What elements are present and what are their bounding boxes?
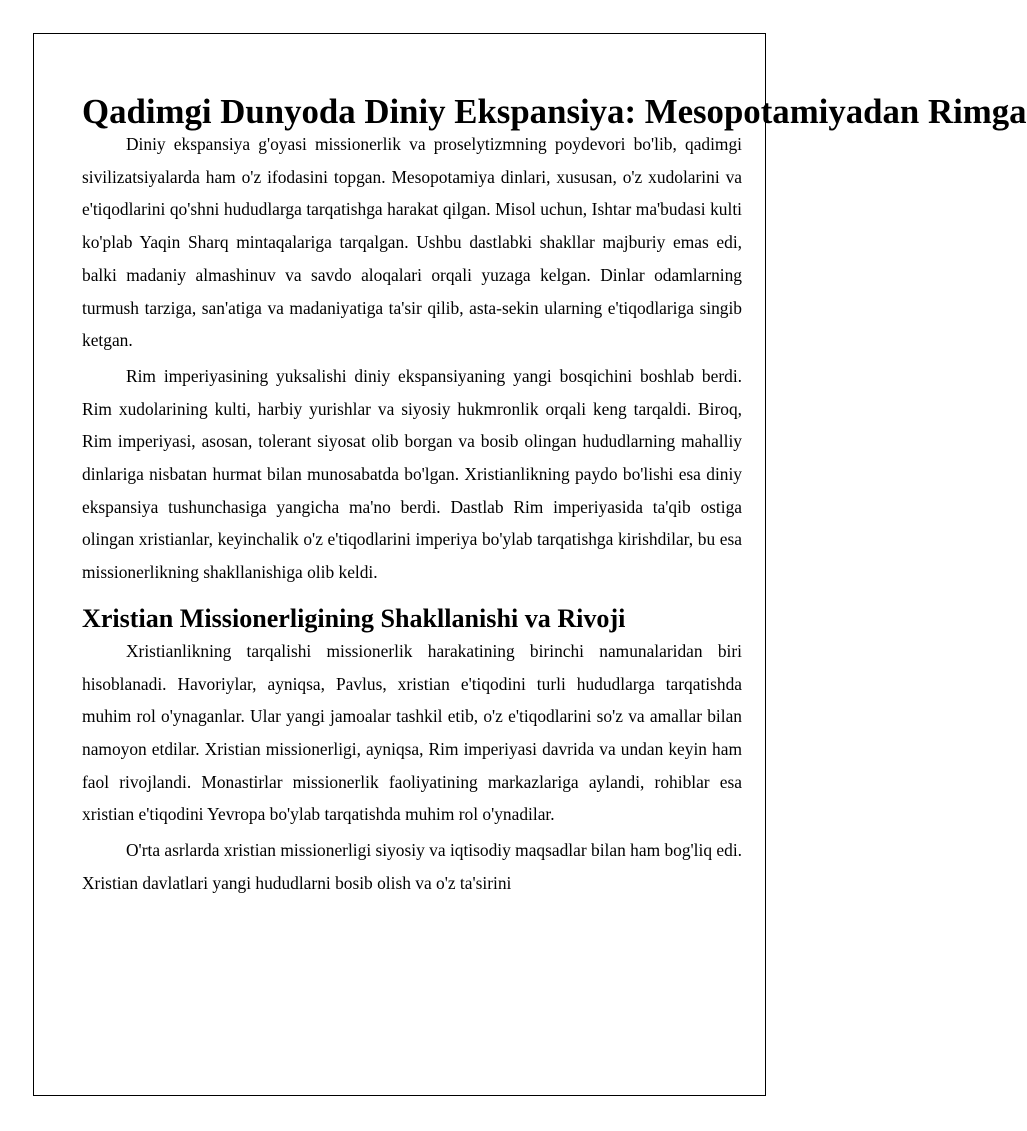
section-heading: Qadimgi Dunyoda Diniy Ekspansiya: Mesopotamiyadan Rimga [82, 92, 1027, 131]
paragraph: O'rta asrlarda xristian missionerligi siyosiy va iqtisodiy maqsadlar bilan ham bog'liq edi. Xristian davlatlari yangi hududlarni bosib olish va o'z ta'sirini [82, 840, 742, 893]
paragraph: Diniy ekspansiya g'oyasi missionerlik va proselytizmning poydevori bo'lib, qadimgi sivilizatsiyalarda ham o'z ifodasini topgan. Mesopotamiya dinlari, xususan, o'z xudolarini va e'tiqodlarini qo'shni hududlarga tarqatishga harakat qilgan. Misol uchun, Ishtar ma'budasi kulti ko'plab Yaqin Sharq mintaqalariga tarqalgan. Ushbu dastlabki shakllar majburiy emas edi, balki madaniy almashinuv va savdo aloqalari orqali yuzaga kelgan. Dinlar odamlarning turmush tarziga, san'atiga va madaniyatiga ta'sir qilib, asta-sekin ularning e'tiqodlariga singib ketgan. [82, 134, 742, 351]
section-heading: Xristian Missionerligining Shakllanishi va Rivoji [82, 603, 626, 633]
document-body [82, 92, 1027, 899]
paragraph: Rim imperiyasining yuksalishi diniy ekspansiyaning yangi bosqichini boshlab berdi. Rim xudolarining kulti, harbiy yurishlar va siyosiy hukmronlik orqali keng tarqaldi. Biroq, Rim imperiyasi, asosan, tolerant siyosat olib borgan va bosib olingan hududlarning mahalliy dinlariga nisbatan hurmat bilan munosabatda bo'lgan. Xristianlikning paydo bo'lishi esa diniy ekspansiya tushunchasiga yangicha ma'no berdi. Dastlab Rim imperiyasida ta'qib ostiga olingan xristianlar, keyinchalik o'z e'tiqodlarini imperiya bo'ylab tarqatishga kirishdilar, bu esa missionerlikning shakllanishiga olib keldi. [82, 365, 742, 583]
paragraph: Xristianlikning tarqalishi missionerlik harakatining birinchi namunalaridan biri hisoblanadi. Havoriylar, ayniqsa, Pavlus, xristian e'tiqodini turli hududlarga tarqatishda muhim rol o'ynaganlar. Ular yangi jamoalar tashkil etib, o'z e'tiqodlarini so'z va amallar bilan namoyon etdilar. Xristian missionerligi, ayniqsa, Rim imperiyasi davrida va undan keyin ham faol rivojlandi. Monastirlar missionerlik faoliyatining markazlariga aylandi, rohiblar esa xristian e'tiqodini Yevropa bo'ylab tarqatishda muhim rol o'ynadilar. [82, 640, 742, 825]
